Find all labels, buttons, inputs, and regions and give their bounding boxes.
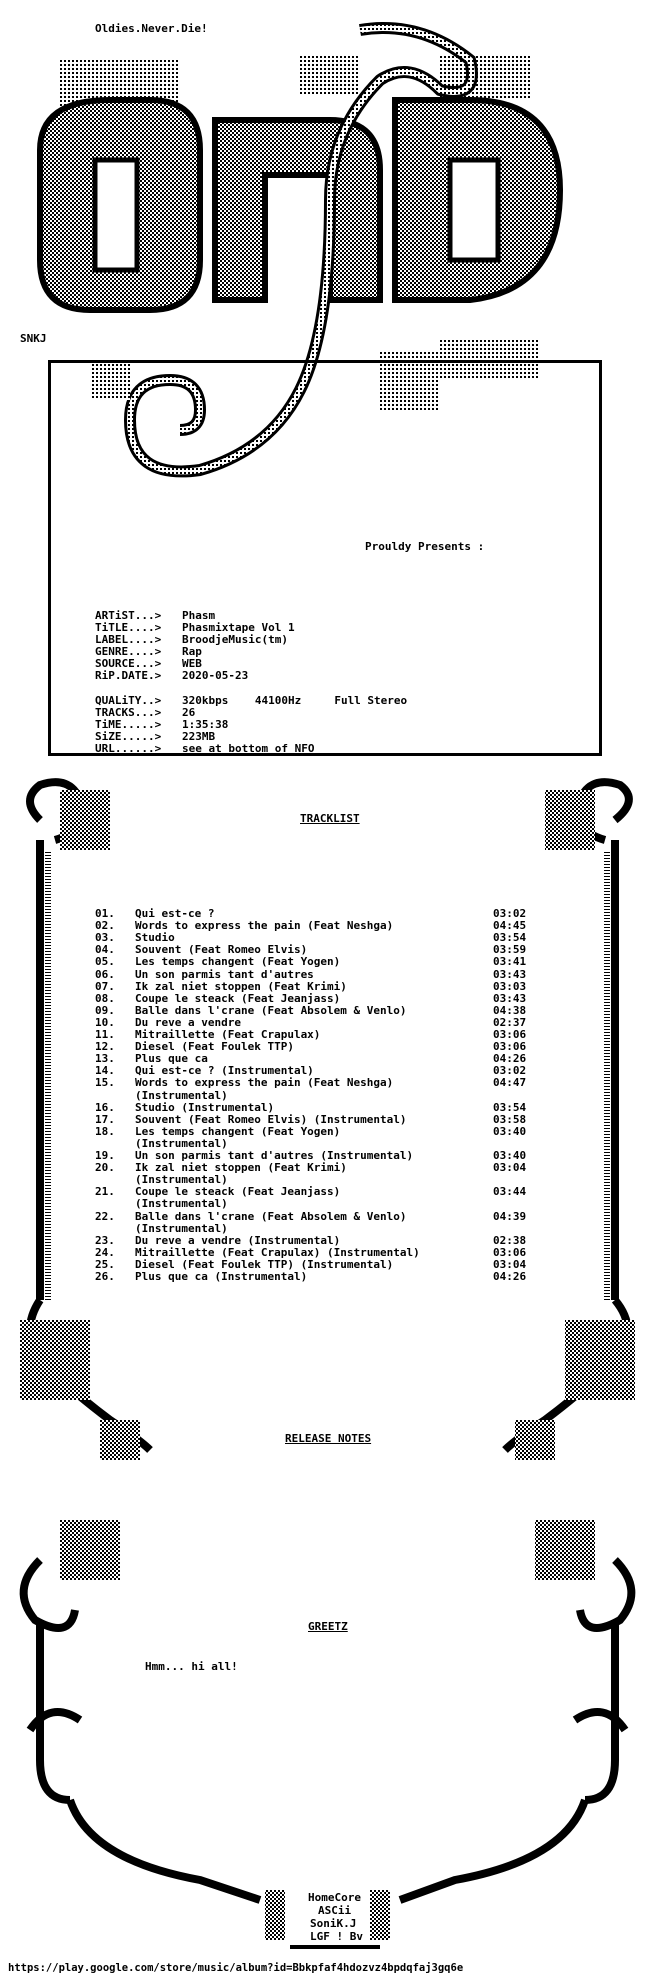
track-number: 11. <box>95 1028 115 1041</box>
track-number: 24. <box>95 1245 115 1259</box>
track-duration: 03:06 <box>493 1040 527 1054</box>
track-title-suffix: (Instrumental) <box>135 1088 228 1102</box>
track-duration: 04:26 <box>493 1270 527 1283</box>
track-number: 20. <box>95 1161 115 1175</box>
credit-line-4: LGF ! Bv <box>310 1930 363 1943</box>
track-number: 12. <box>95 1040 115 1054</box>
info-row-source: SOURCE...> WEB <box>95 657 202 671</box>
track-number: 16. <box>95 1100 115 1114</box>
track-number: 08. <box>95 991 115 1005</box>
info-row-ripdate: RiP.DATE.> 2020-05-23 <box>95 669 249 683</box>
presents-text: Prouldy Presents : <box>365 540 485 553</box>
track-title-suffix: (Instrumental) <box>135 1221 228 1235</box>
track-duration: 03:54 <box>493 1100 527 1114</box>
track-duration: 04:45 <box>493 919 527 933</box>
track-title: Mitraillette (Feat Crapulax) <box>135 1028 321 1041</box>
track-title: Coupe le steack (Feat Jeanjass) <box>135 1185 341 1199</box>
info-row-label: LABEL....> BroodjeMusic(tm) <box>95 633 288 647</box>
track-duration: 04:38 <box>493 1003 527 1017</box>
info-row-time: TiME.....> 1:35:38 <box>95 718 229 732</box>
track-number: 10. <box>95 1015 115 1029</box>
track-duration: 03:44 <box>493 1185 527 1199</box>
greetz-heading: GREETZ <box>308 1620 348 1633</box>
track-title: Du reve a vendre <box>135 1015 241 1029</box>
track-number: 01. <box>95 907 115 920</box>
track-duration: 03:40 <box>493 1149 527 1162</box>
track-title: Un son parmis tant d'autres <box>135 967 314 981</box>
artist-signature: SNKJ <box>20 332 47 345</box>
track-title: Du reve a vendre (Instrumental) <box>135 1233 341 1247</box>
track-duration: 03:40 <box>493 1124 527 1138</box>
track-duration: 03:43 <box>493 967 527 981</box>
info-row-title: TiTLE....> Phasmixtape Vol 1 <box>95 621 295 635</box>
info-row-url: URL......> see at bottom of NFO <box>95 742 315 756</box>
track-title: Studio (Instrumental) <box>135 1100 275 1114</box>
track-title-suffix: (Instrumental) <box>135 1173 228 1187</box>
track-number: 13. <box>95 1052 115 1066</box>
track-title-suffix: (Instrumental) <box>135 1197 228 1211</box>
track-number: 23. <box>95 1233 115 1247</box>
track-duration: 04:26 <box>493 1052 527 1066</box>
track-number: 02. <box>95 919 115 933</box>
track-number: 18. <box>95 1124 115 1138</box>
track-duration: 03:43 <box>493 991 527 1005</box>
track-duration: 02:38 <box>493 1233 527 1247</box>
track-duration: 03:03 <box>493 979 527 993</box>
track-title: Balle dans l'crane (Feat Absolem & Venlo) <box>135 1003 407 1017</box>
track-number: 17. <box>95 1112 115 1126</box>
album-url-link[interactable]: https://play.google.com/store/music/album?id=Bbkpfaf4hdozvz4bpdqfaj3gq6e <box>8 1962 464 1974</box>
track-duration: 03:04 <box>493 1161 527 1175</box>
info-row-size: SiZE.....> 223MB <box>95 730 216 744</box>
track-title: Un son parmis tant d'autres (Instrumental) <box>135 1149 414 1162</box>
release-notes-heading: RELEASE NOTES <box>285 1432 372 1445</box>
track-title: Souvent (Feat Romeo Elvis) (Instrumental) <box>135 1112 407 1126</box>
track-number: 14. <box>95 1064 115 1078</box>
track-duration: 03:59 <box>493 943 527 957</box>
track-title: Les temps changent (Feat Yogen) <box>135 955 341 969</box>
track-number: 15. <box>95 1076 115 1090</box>
track-title: Les temps changent (Feat Yogen) <box>135 1124 341 1138</box>
info-row-quality: QUALiTY..> 320kbps 44100Hz Full Stereo <box>95 694 408 708</box>
track-title: Diesel (Feat Foulek TTP) (Instrumental) <box>135 1257 394 1271</box>
track-number: 05. <box>95 955 115 969</box>
track-number: 22. <box>95 1209 115 1223</box>
track-number: 04. <box>95 943 115 957</box>
track-duration: 03:02 <box>493 1064 527 1078</box>
track-duration: 03:54 <box>493 931 527 945</box>
track-number: 26. <box>95 1270 115 1283</box>
track-title: Plus que ca <box>135 1052 208 1066</box>
track-number: 21. <box>95 1185 115 1199</box>
info-row-artist: ARTiST...> Phasm <box>95 609 216 623</box>
track-duration: 03:06 <box>493 1245 527 1259</box>
track-duration: 04:47 <box>493 1076 527 1090</box>
track-number: 19. <box>95 1149 115 1162</box>
track-title: Coupe le steack (Feat Jeanjass) <box>135 991 341 1005</box>
track-duration: 03:02 <box>493 907 527 920</box>
greetz-text: Hmm... hi all! <box>145 1660 238 1673</box>
track-duration: 03:58 <box>493 1112 527 1126</box>
track-number: 09. <box>95 1003 115 1017</box>
track-title: Souvent (Feat Romeo Elvis) <box>135 943 308 957</box>
credit-line-3: SoniK.J <box>310 1917 357 1930</box>
track-duration: 03:04 <box>493 1257 527 1271</box>
track-title: Mitraillette (Feat Crapulax) (Instrumental) <box>135 1245 420 1259</box>
track-title: Studio <box>135 931 175 945</box>
track-duration: 03:41 <box>493 955 527 969</box>
credit-line-2: ASCii <box>318 1904 352 1917</box>
track-title: Balle dans l'crane (Feat Absolem & Venlo) <box>135 1209 407 1223</box>
track-number: 03. <box>95 931 115 945</box>
track-number: 06. <box>95 967 115 981</box>
tagline: Oldies.Never.Die! <box>95 22 208 35</box>
track-title-suffix: (Instrumental) <box>135 1136 228 1150</box>
info-row-tracks: TRACKS...> 26 <box>95 706 196 720</box>
track-title: Plus que ca (Instrumental) <box>135 1270 308 1283</box>
track-title: Ik zal niet stoppen (Feat Krimi) <box>135 979 347 993</box>
info-row-genre: GENRE....> Rap <box>95 645 202 659</box>
track-title: Qui est-ce ? <box>135 907 215 920</box>
track-duration: 03:06 <box>493 1028 527 1041</box>
track-title: Qui est-ce ? (Instrumental) <box>135 1064 314 1078</box>
track-title: Diesel (Feat Foulek TTP) <box>135 1040 294 1054</box>
track-duration: 02:37 <box>493 1015 527 1029</box>
tracklist-heading: TRACKLIST <box>300 812 360 825</box>
track-title: Words to express the pain (Feat Neshga) <box>135 919 394 933</box>
credit-line-1: HomeCore <box>308 1891 361 1904</box>
track-duration: 04:39 <box>493 1209 527 1223</box>
track-title: Ik zal niet stoppen (Feat Krimi) <box>135 1161 347 1175</box>
track-number: 25. <box>95 1257 115 1271</box>
track-title: Words to express the pain (Feat Neshga) <box>135 1076 394 1090</box>
track-number: 07. <box>95 979 115 993</box>
